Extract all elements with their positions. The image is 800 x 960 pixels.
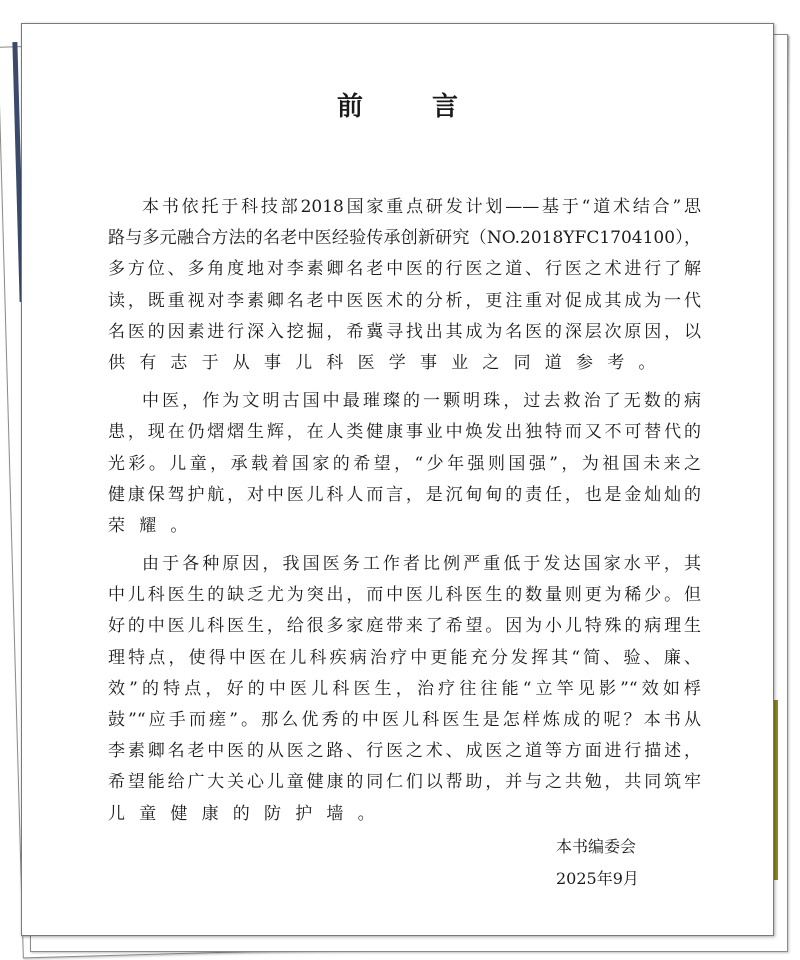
text-line: 光彩。儿童，承载着国家的希望，“少年强则国强”，为祖国未来之 [108,453,701,474]
text-line: 供有志于从事儿科医学事业之同道参考。 [108,352,670,373]
text-line: 好的中医儿科医生，给很多家庭带来了希望。因为小儿特殊的病理生 [108,616,701,637]
text-line: 多方位、多角度地对李素卿名老中医的行医之道、行医之术进行了解 [108,259,701,280]
text-line: 健康保驾护航，对中医儿科人而言，是沉甸甸的责任，也是金灿灿的 [108,484,701,505]
text-line: 由于各种原因，我国医务工作者比例严重低于发达国家水平，其 [142,554,701,575]
paragraph [108,192,701,379]
document-page [21,23,774,936]
text-line: 荣耀。 [108,515,202,536]
text-line: 儿童健康的防护墙。 [108,803,389,824]
paragraph [108,549,701,830]
signature-author: 本书编委会 [556,837,637,856]
page-title: 前 言 [336,92,489,122]
text-line: 中儿科医生的缺乏尤为突出，而中医儿科医生的数量则更为稀少。但 [108,585,701,606]
text-line: 患，现在仍熠熠生辉，在人类健康事业中焕发出独特而又不可替代的 [108,422,701,443]
text-line: 本书依托于科技部2018国家重点研发计划——基于“道术结合”思 [142,197,701,217]
signature-date: 2025年9月 [556,869,639,888]
text-line: 希望能给广大关心儿童健康的同仁们以帮助，并与之共勉，共同筑牢 [108,772,701,793]
text-line: 读，既重视对李素卿名老中医医术的分析，更注重对促成其成为一代 [108,290,701,311]
paragraph [108,386,701,542]
text-line: 李素卿名老中医的从医之路、行医之术、成医之道等方面进行描述， [108,741,701,762]
text-line: 名医的因素进行深入挖掘，希冀寻找出其成为名医的深层次原因，以 [108,321,701,342]
text-line: 鼓”“应手而瘥”。那么优秀的中医儿科医生是怎样炼成的呢？本书从 [108,710,701,730]
text-line: 路与多元融合方法的名老中医经验传承创新研究（NO.2018YFC1704100）， [108,228,701,249]
preface-body [108,192,701,837]
text-line: 理特点，使得中医在儿科疾病治疗中更能充分发挥其“简、验、廉、 [108,647,701,668]
text-line: 中医，作为文明古国中最璀璨的一颗明珠，过去救治了无数的病 [142,391,701,412]
text-line: 效”的特点，好的中医儿科医生，治疗往往能“立竿见影”“效如桴 [108,678,701,699]
